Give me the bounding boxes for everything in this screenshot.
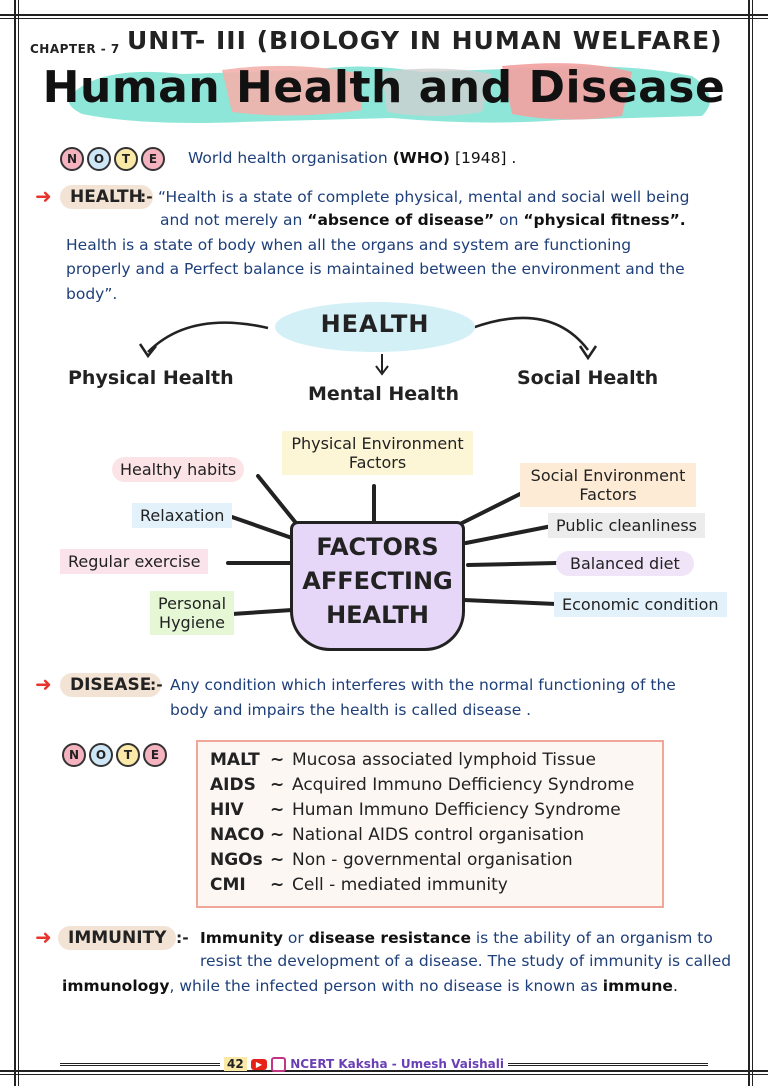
footer-brand: NCERT Kaksha - Umesh Vaishali — [290, 1057, 504, 1071]
page-number: 42 — [224, 1057, 247, 1071]
immunity-line1 — [200, 927, 713, 950]
abbr-full: Human Immuno Defficiency Syndrome — [292, 800, 621, 820]
factor-physical-env-line1: Physical Environment — [291, 434, 464, 453]
note1-text-a: World health organisation — [188, 149, 393, 167]
immunity-line1-b: or — [282, 929, 309, 947]
abbr-full: Acquired Immuno Defficiency Syndrome — [292, 775, 635, 795]
health-root: HEALTH — [320, 310, 430, 338]
arrow-right-icon: ➜ — [35, 925, 52, 949]
factor-healthy-habits: Healthy habits — [112, 457, 244, 482]
abbr-full: Cell - mediated immunity — [292, 875, 508, 895]
factor-hygiene-line1: Personal — [158, 594, 227, 613]
health-line4: properly and a Perfect balance is maintained between the environment and the — [66, 260, 685, 278]
note-letter: E — [143, 743, 167, 767]
abbreviation-row — [210, 875, 508, 895]
tilde-icon: ~ — [270, 825, 285, 845]
tilde-icon: ~ — [270, 800, 285, 820]
abbreviations-table — [196, 740, 664, 908]
physical-health: Physical Health — [68, 367, 234, 389]
note1-text-c: [1948] . — [450, 149, 517, 167]
mental-health: Mental Health — [308, 383, 460, 405]
factor-social-env-line2: Factors — [579, 485, 637, 504]
note1-text-b: (WHO) — [392, 149, 451, 167]
arrow-right-icon: ➜ — [35, 672, 52, 696]
health-line3: Health is a state of body when all the organs and system are functioning — [66, 236, 632, 254]
factor-relaxation: Relaxation — [132, 503, 232, 528]
factors-center-box — [290, 521, 465, 651]
factors-center-line3: HEALTH — [326, 601, 429, 629]
tilde-icon: ~ — [270, 850, 285, 870]
footer — [0, 1057, 768, 1072]
disease-line1: Any condition which interferes with the normal functioning of the — [170, 676, 676, 694]
disease-sep: :- — [150, 676, 163, 694]
factor-personal-hygiene — [150, 591, 234, 635]
immunity-line1-a: Immunity — [200, 929, 283, 947]
factor-physical-environment — [282, 431, 473, 475]
immunity-line3-d: . — [672, 977, 678, 995]
factor-economic-condition: Economic condition — [554, 592, 727, 617]
abbreviation-row — [210, 800, 621, 820]
note-badge — [62, 743, 167, 767]
abbr-full: Mucosa associated lymphoid Tissue — [292, 750, 596, 770]
abbr-full: National AIDS control organisation — [292, 825, 585, 845]
immunity-sep: :- — [176, 929, 189, 947]
note-letter: N — [60, 147, 84, 171]
abbr-full: Non - governmental organisation — [292, 850, 573, 870]
social-health: Social Health — [517, 367, 659, 389]
note-letter: N — [62, 743, 86, 767]
factors-center-line2: AFFECTING — [302, 567, 453, 595]
factor-regular-exercise: Regular exercise — [60, 549, 208, 574]
factors-center-line1: FACTORS — [316, 533, 439, 561]
factor-social-env-line1: Social Environment — [530, 466, 686, 485]
abbreviation-row — [210, 825, 584, 845]
note-letter: O — [89, 743, 113, 767]
abbr: CMI — [210, 875, 246, 895]
tilde-icon: ~ — [270, 775, 285, 795]
immunity-line2: resist the development of a disease. The study of immunity is called — [200, 952, 732, 970]
note-letter: T — [114, 147, 138, 171]
footer-rule-right — [508, 1063, 708, 1066]
disease-line2: body and impairs the health is called disease . — [170, 701, 532, 719]
immunity-line3-a: immunology — [62, 977, 170, 995]
immunity-line1-d: is the ability of an organism to — [470, 929, 713, 947]
health-line2-d: “physical fitness”. — [523, 211, 686, 229]
health-line1: “Health is a state of complete physical, mental and social well being — [158, 188, 690, 206]
abbreviation-row — [210, 775, 634, 795]
tilde-icon: ~ — [270, 875, 285, 895]
factor-social-environment — [520, 463, 696, 507]
note-letter: E — [141, 147, 165, 171]
page-title: Human Health and Disease — [42, 62, 726, 113]
youtube-icon: ▶ — [251, 1059, 267, 1070]
factor-public-cleanliness: Public cleanliness — [548, 513, 705, 538]
immunity-line1-c: disease resistance — [308, 929, 471, 947]
health-line5: body”. — [66, 285, 118, 303]
frame-bottom-line-2 — [0, 1074, 768, 1075]
health-sep: :- — [140, 188, 153, 206]
health-label: HEALTH — [60, 185, 153, 209]
note-letter: O — [87, 147, 111, 171]
footer-rule-left — [60, 1063, 220, 1066]
abbr: HIV — [210, 800, 244, 820]
abbreviation-row — [210, 750, 596, 770]
factor-balanced-diet: Balanced diet — [556, 551, 694, 576]
tilde-icon: ~ — [270, 750, 285, 770]
health-line2-c: on — [494, 211, 524, 229]
unit-heading: UNIT- III (BIOLOGY IN HUMAN WELFARE) — [127, 26, 723, 55]
immunity-line3 — [62, 975, 678, 998]
abbreviation-row — [210, 850, 573, 870]
chapter-label: CHAPTER - 7 — [30, 42, 120, 56]
note-letter: T — [116, 743, 140, 767]
disease-label: DISEASE — [60, 673, 161, 697]
abbr: MALT — [210, 750, 260, 770]
immunity-label: IMMUNITY — [58, 926, 176, 950]
abbr: AIDS — [210, 775, 256, 795]
health-line2-a: and not merely an — [160, 211, 308, 229]
instagram-icon — [271, 1057, 286, 1072]
factor-hygiene-line2: Hygiene — [159, 613, 225, 632]
abbr: NGOs — [210, 850, 263, 870]
immunity-line3-c: immune — [602, 977, 673, 995]
immunity-line3-b: , while the infected person with no disease is known as — [169, 977, 603, 995]
factor-physical-env-line2: Factors — [348, 453, 407, 472]
abbr: NACO — [210, 825, 265, 845]
health-line2-b: “absence of disease” — [307, 211, 495, 229]
arrow-right-icon: ➜ — [35, 184, 52, 208]
